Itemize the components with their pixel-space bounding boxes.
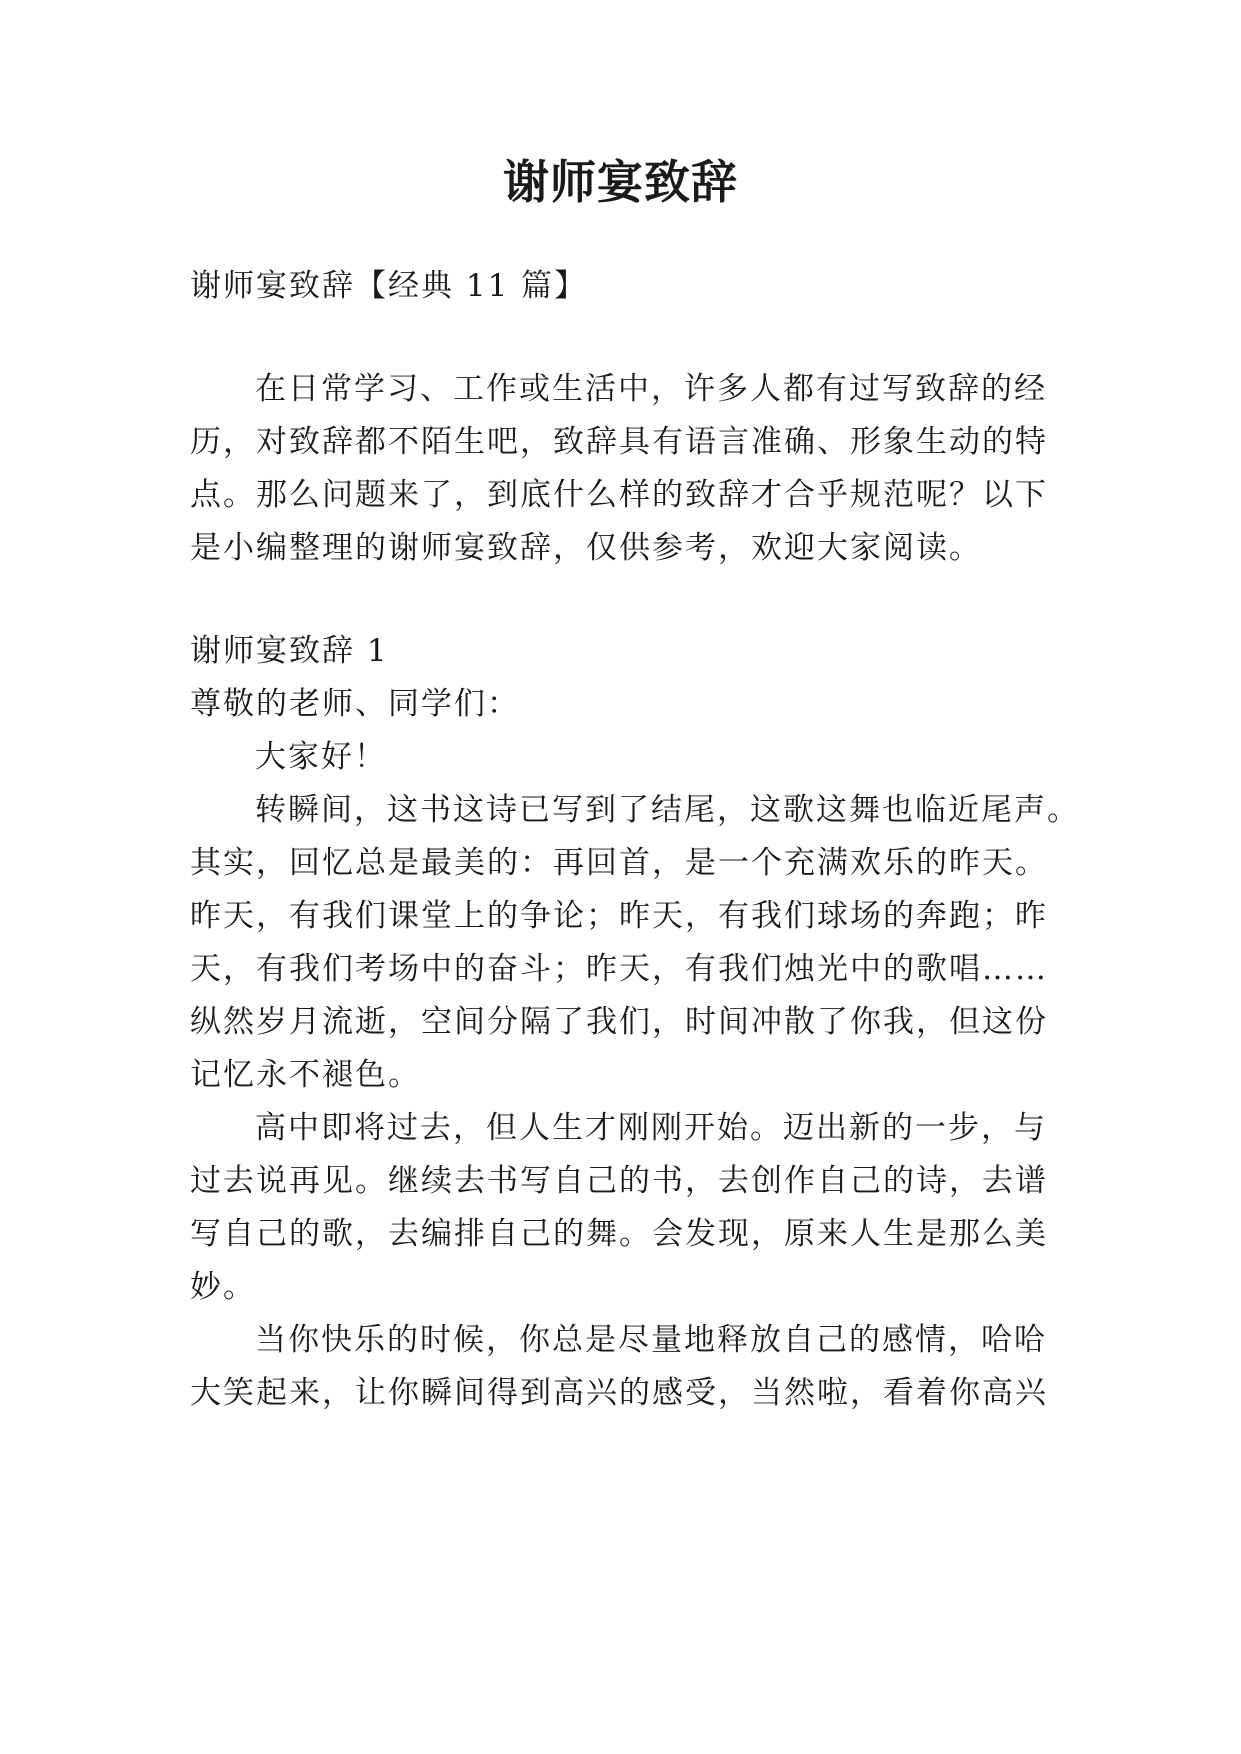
intro-line: 历，对致辞都不陌生吧，致辞具有语言准确、形象生动的特: [190, 424, 1048, 460]
paragraph-line: 转瞬间，这书这诗已写到了结尾，这歌这舞也临近尾声。: [255, 792, 1080, 828]
paragraph-line: 记忆永不褪色。: [190, 1057, 421, 1093]
intro-line: 点。那么问题来了，到底什么样的致辞才合乎规范呢？以下: [190, 477, 1048, 513]
paragraph-line: 纵然岁月流逝，空间分隔了我们，时间冲散了你我，但这份: [190, 1004, 1048, 1040]
greeting: 大家好！: [255, 739, 387, 775]
paragraph-line: 当你快乐的时候，你总是尽量地释放自己的感情，哈哈: [255, 1322, 1047, 1358]
intro-line: 是小编整理的谢师宴致辞，仅供参考，欢迎大家阅读。: [190, 530, 982, 566]
paragraph-line: 其实，回忆总是最美的：再回首，是一个充满欢乐的昨天。: [190, 845, 1048, 881]
intro-line: 在日常学习、工作或生活中，许多人都有过写致辞的经: [255, 371, 1047, 407]
paragraph-line: 过去说再见。继续去书写自己的书，去创作自己的诗，去谱: [190, 1163, 1048, 1199]
paragraph-line: 天，有我们考场中的奋斗；昨天，有我们烛光中的歌唱……: [190, 951, 1048, 987]
paragraph-line: 妙。: [190, 1269, 256, 1305]
paragraph-line: 大笑起来，让你瞬间得到高兴的感受，当然啦，看着你高兴: [190, 1375, 1048, 1411]
paragraph-line: 高中即将过去，但人生才刚刚开始。迈出新的一步，与: [255, 1110, 1047, 1146]
page-title: 谢师宴致辞: [503, 155, 738, 209]
document-subtitle: 谢师宴致辞【经典 11 篇】: [190, 268, 588, 304]
section-heading: 谢师宴致辞 1: [190, 633, 389, 669]
salutation: 尊敬的老师、同学们：: [190, 686, 520, 722]
paragraph-line: 写自己的歌，去编排自己的舞。会发现，原来人生是那么美: [190, 1216, 1048, 1252]
paragraph-line: 昨天，有我们课堂上的争论；昨天，有我们球场的奔跑；昨: [190, 898, 1048, 934]
